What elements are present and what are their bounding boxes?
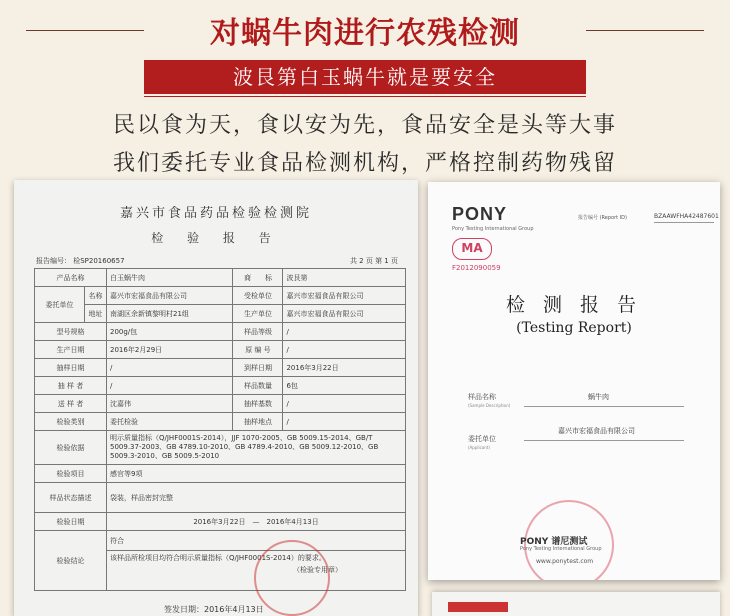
seal-note: （检验专用章） bbox=[293, 566, 342, 574]
sample-name-value: 蜗牛肉 bbox=[588, 393, 609, 401]
table-row: 委托单位 名称 嘉兴市宏福食品有限公司 受检单位 嘉兴市宏福食品有限公司 bbox=[35, 287, 406, 305]
table-row: 检验结论 符合 bbox=[35, 531, 406, 551]
header-left-rule bbox=[26, 30, 144, 31]
pony-logo: PONY bbox=[452, 204, 508, 224]
page-info: 共 2 页 第 1 页 bbox=[349, 257, 398, 265]
table-row: 检验日期 2016年3月22日 — 2016年4月13日 bbox=[35, 513, 406, 531]
client-label: 委托单位 (Applicant) bbox=[468, 435, 496, 450]
report-number: 报告编号： 检SP20160657 bbox=[36, 257, 125, 265]
pony-footer-brand: PONY 谱尼测试 bbox=[520, 537, 588, 547]
client-rule bbox=[524, 440, 684, 441]
table-row: 检验项目 感官等9项 bbox=[35, 465, 406, 483]
table-row: 样品状态描述 袋装，样品密封完整 bbox=[35, 483, 406, 513]
peek-red-bar bbox=[448, 602, 508, 612]
slogan-line-2: 我们委托专业食品检测机构，严格控制药物残留 bbox=[112, 151, 617, 176]
inspection-seal bbox=[254, 540, 330, 616]
table-row: 检验类别 委托检验 抽样地点 / bbox=[35, 413, 406, 431]
table-row: 产品名称 白玉蜗牛肉 商 标 波艮第 bbox=[35, 269, 406, 287]
report-number-label: 报告编号 (Report ID) bbox=[578, 215, 627, 221]
table-row: 检验依据 明示质量指标（Q/JHF0001S-2014），JJF 1070-2005、GB 5009.15-2014、GB/T 5009.37-2003、GB 4789.10-2010、GB 4789.4-2010、GB 5009.12-2010、GB 5009.3-2010、GB 5009.5-2010 bbox=[35, 431, 406, 465]
conclusion-remark: 该样品所检项目均符合明示质量指标（Q/JHF0001S-2014）的要求。 bbox=[110, 554, 326, 562]
table-row: 送 样 者 沈嘉伟 抽样基数 / bbox=[35, 395, 406, 413]
pony-footer-sub: Pony Testing International Group bbox=[520, 546, 602, 552]
client-value: 嘉兴市宏福食品有限公司 bbox=[558, 427, 635, 435]
pony-website: www.ponytest.com bbox=[536, 558, 594, 565]
report-table bbox=[34, 268, 406, 591]
next-document-peek bbox=[432, 592, 720, 616]
table-row: 抽样日期 / 到样日期 2016年3月22日 bbox=[35, 359, 406, 377]
report-number-rule bbox=[654, 222, 714, 223]
report-number-value: BZAAWFHA42487601 bbox=[654, 213, 719, 220]
banner-underline bbox=[144, 96, 586, 97]
banner: 波艮第白玉蜗牛就是要安全 bbox=[144, 60, 586, 94]
table-row: 地址 南湖区余新镇黎明村21组 生产单位 嘉兴市宏福食品有限公司 bbox=[35, 305, 406, 323]
table-row: 型号规格 200g/包 样品等级 / bbox=[35, 323, 406, 341]
sample-rule bbox=[524, 406, 684, 407]
page-header bbox=[0, 0, 730, 58]
sign-date: 签发日期：2016年4月13日 bbox=[164, 605, 264, 614]
testing-report-subtitle: (Testing Report) bbox=[516, 320, 632, 336]
sample-name-label: 样品名称 (Sample Description) bbox=[468, 393, 511, 408]
cma-mark: MA bbox=[452, 238, 492, 260]
cma-number: F2012090059 bbox=[452, 264, 501, 272]
testing-report-right bbox=[428, 182, 720, 580]
report-title: 检 验 报 告 bbox=[151, 231, 281, 245]
table-row: 抽 样 者 / 样品数量 6包 bbox=[35, 377, 406, 395]
slogan-line-1: 民以食为天，食以安为先，食品安全是头等大事 bbox=[112, 113, 617, 138]
inspection-report-left bbox=[14, 180, 418, 616]
page-title: 对蜗牛肉进行农残检测 bbox=[210, 16, 520, 51]
testing-report-title: 检 测 报 告 bbox=[505, 294, 643, 316]
report-institute: 嘉兴市食品药品检验检测院 bbox=[119, 206, 312, 221]
report-meta bbox=[36, 256, 398, 266]
table-row: 生产日期 2016年2月29日 原 编 号 / bbox=[35, 341, 406, 359]
header-right-rule bbox=[586, 30, 704, 31]
pony-logo-sub: Pony Testing International Group bbox=[452, 226, 534, 232]
